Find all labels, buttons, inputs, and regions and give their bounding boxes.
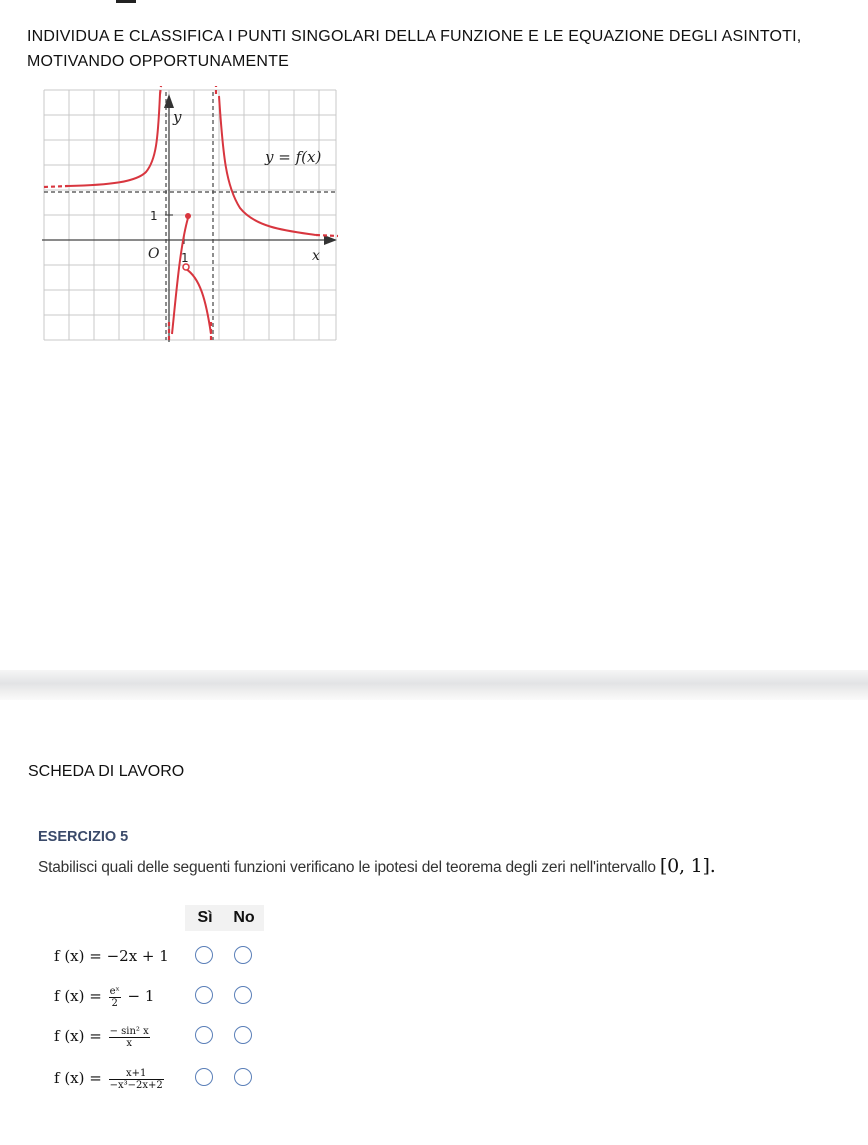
radio-si[interactable] xyxy=(195,946,213,964)
asymptotic-end-left xyxy=(44,186,68,187)
task-line-2: MOTIVANDO OPPORTUNAMENTE xyxy=(27,53,290,70)
filled-point xyxy=(185,213,191,219)
radio-no[interactable] xyxy=(234,946,252,964)
task-line-1: INDIVIDUA E CLASSIFICA I PUNTI SINGOLARI DELLA FUNZIONE E LE EQUAZIONE DEGLI ASINTOTI, xyxy=(27,28,802,45)
top-mark xyxy=(116,0,136,3)
section-divider xyxy=(0,670,868,700)
fraction-denominator: 2 xyxy=(111,997,118,1009)
function-formula xyxy=(54,1021,152,1051)
task-heading xyxy=(27,24,847,74)
radio-si[interactable] xyxy=(195,1068,213,1086)
radio-no[interactable] xyxy=(234,1068,252,1086)
table-row xyxy=(54,1063,354,1093)
exercise-prompt xyxy=(38,855,716,877)
formula-lhs: f (x) = xyxy=(54,1027,107,1045)
formula-fraction xyxy=(109,986,121,1009)
formula-lhs: f (x) = xyxy=(54,947,107,965)
exercise-title: ESERCIZIO 5 xyxy=(38,829,129,845)
tick-1-x-label: 1 xyxy=(181,251,189,265)
radio-no[interactable] xyxy=(234,986,252,1004)
formula-lhs: f (x) = xyxy=(54,987,107,1005)
fraction-numerator: − sin² x xyxy=(109,1025,149,1037)
column-header-si: Sì xyxy=(185,905,225,931)
radio-si[interactable] xyxy=(195,986,213,1004)
function-formula xyxy=(54,981,154,1011)
y-axis-label: y xyxy=(173,108,182,126)
tick-1-y-label: 1 xyxy=(150,209,158,223)
radio-no[interactable] xyxy=(234,1026,252,1044)
asymptotic-end-right xyxy=(316,235,338,236)
function-label: y = f(x) xyxy=(265,148,322,166)
function-graph xyxy=(40,86,340,344)
formula-fraction xyxy=(109,1026,150,1049)
fraction-numerator: eˣ xyxy=(109,985,120,997)
function-formula xyxy=(54,1063,166,1093)
exercise-interval: [0, 1]. xyxy=(659,855,716,877)
function-formula xyxy=(54,941,169,971)
origin-label: O xyxy=(148,246,160,262)
fraction-numerator: x+1 xyxy=(109,1068,164,1080)
formula-rhs: −2x + 1 xyxy=(106,947,169,965)
x-axis-label: x xyxy=(312,248,320,264)
formula-tail: − 1 xyxy=(122,987,155,1005)
radio-si[interactable] xyxy=(195,1026,213,1044)
fraction-denominator: −x³−2x+2 xyxy=(109,1079,163,1091)
formula-lhs: f (x) = xyxy=(54,1069,107,1087)
curve-branch-middle xyxy=(172,218,188,334)
curve-branch-lower xyxy=(186,269,211,334)
table-row xyxy=(54,981,354,1011)
table-row xyxy=(54,1021,354,1051)
table-row xyxy=(54,941,354,971)
column-header-no: No xyxy=(224,905,264,931)
formula-fraction xyxy=(109,1068,164,1091)
fraction-denominator: x xyxy=(126,1037,132,1049)
exercise-prompt-text: Stabilisci quali delle seguenti funzioni verificano le ipotesi del teorema degli zeri nell'intervallo xyxy=(38,859,656,876)
worksheet-title: SCHEDA DI LAVORO xyxy=(28,763,185,780)
